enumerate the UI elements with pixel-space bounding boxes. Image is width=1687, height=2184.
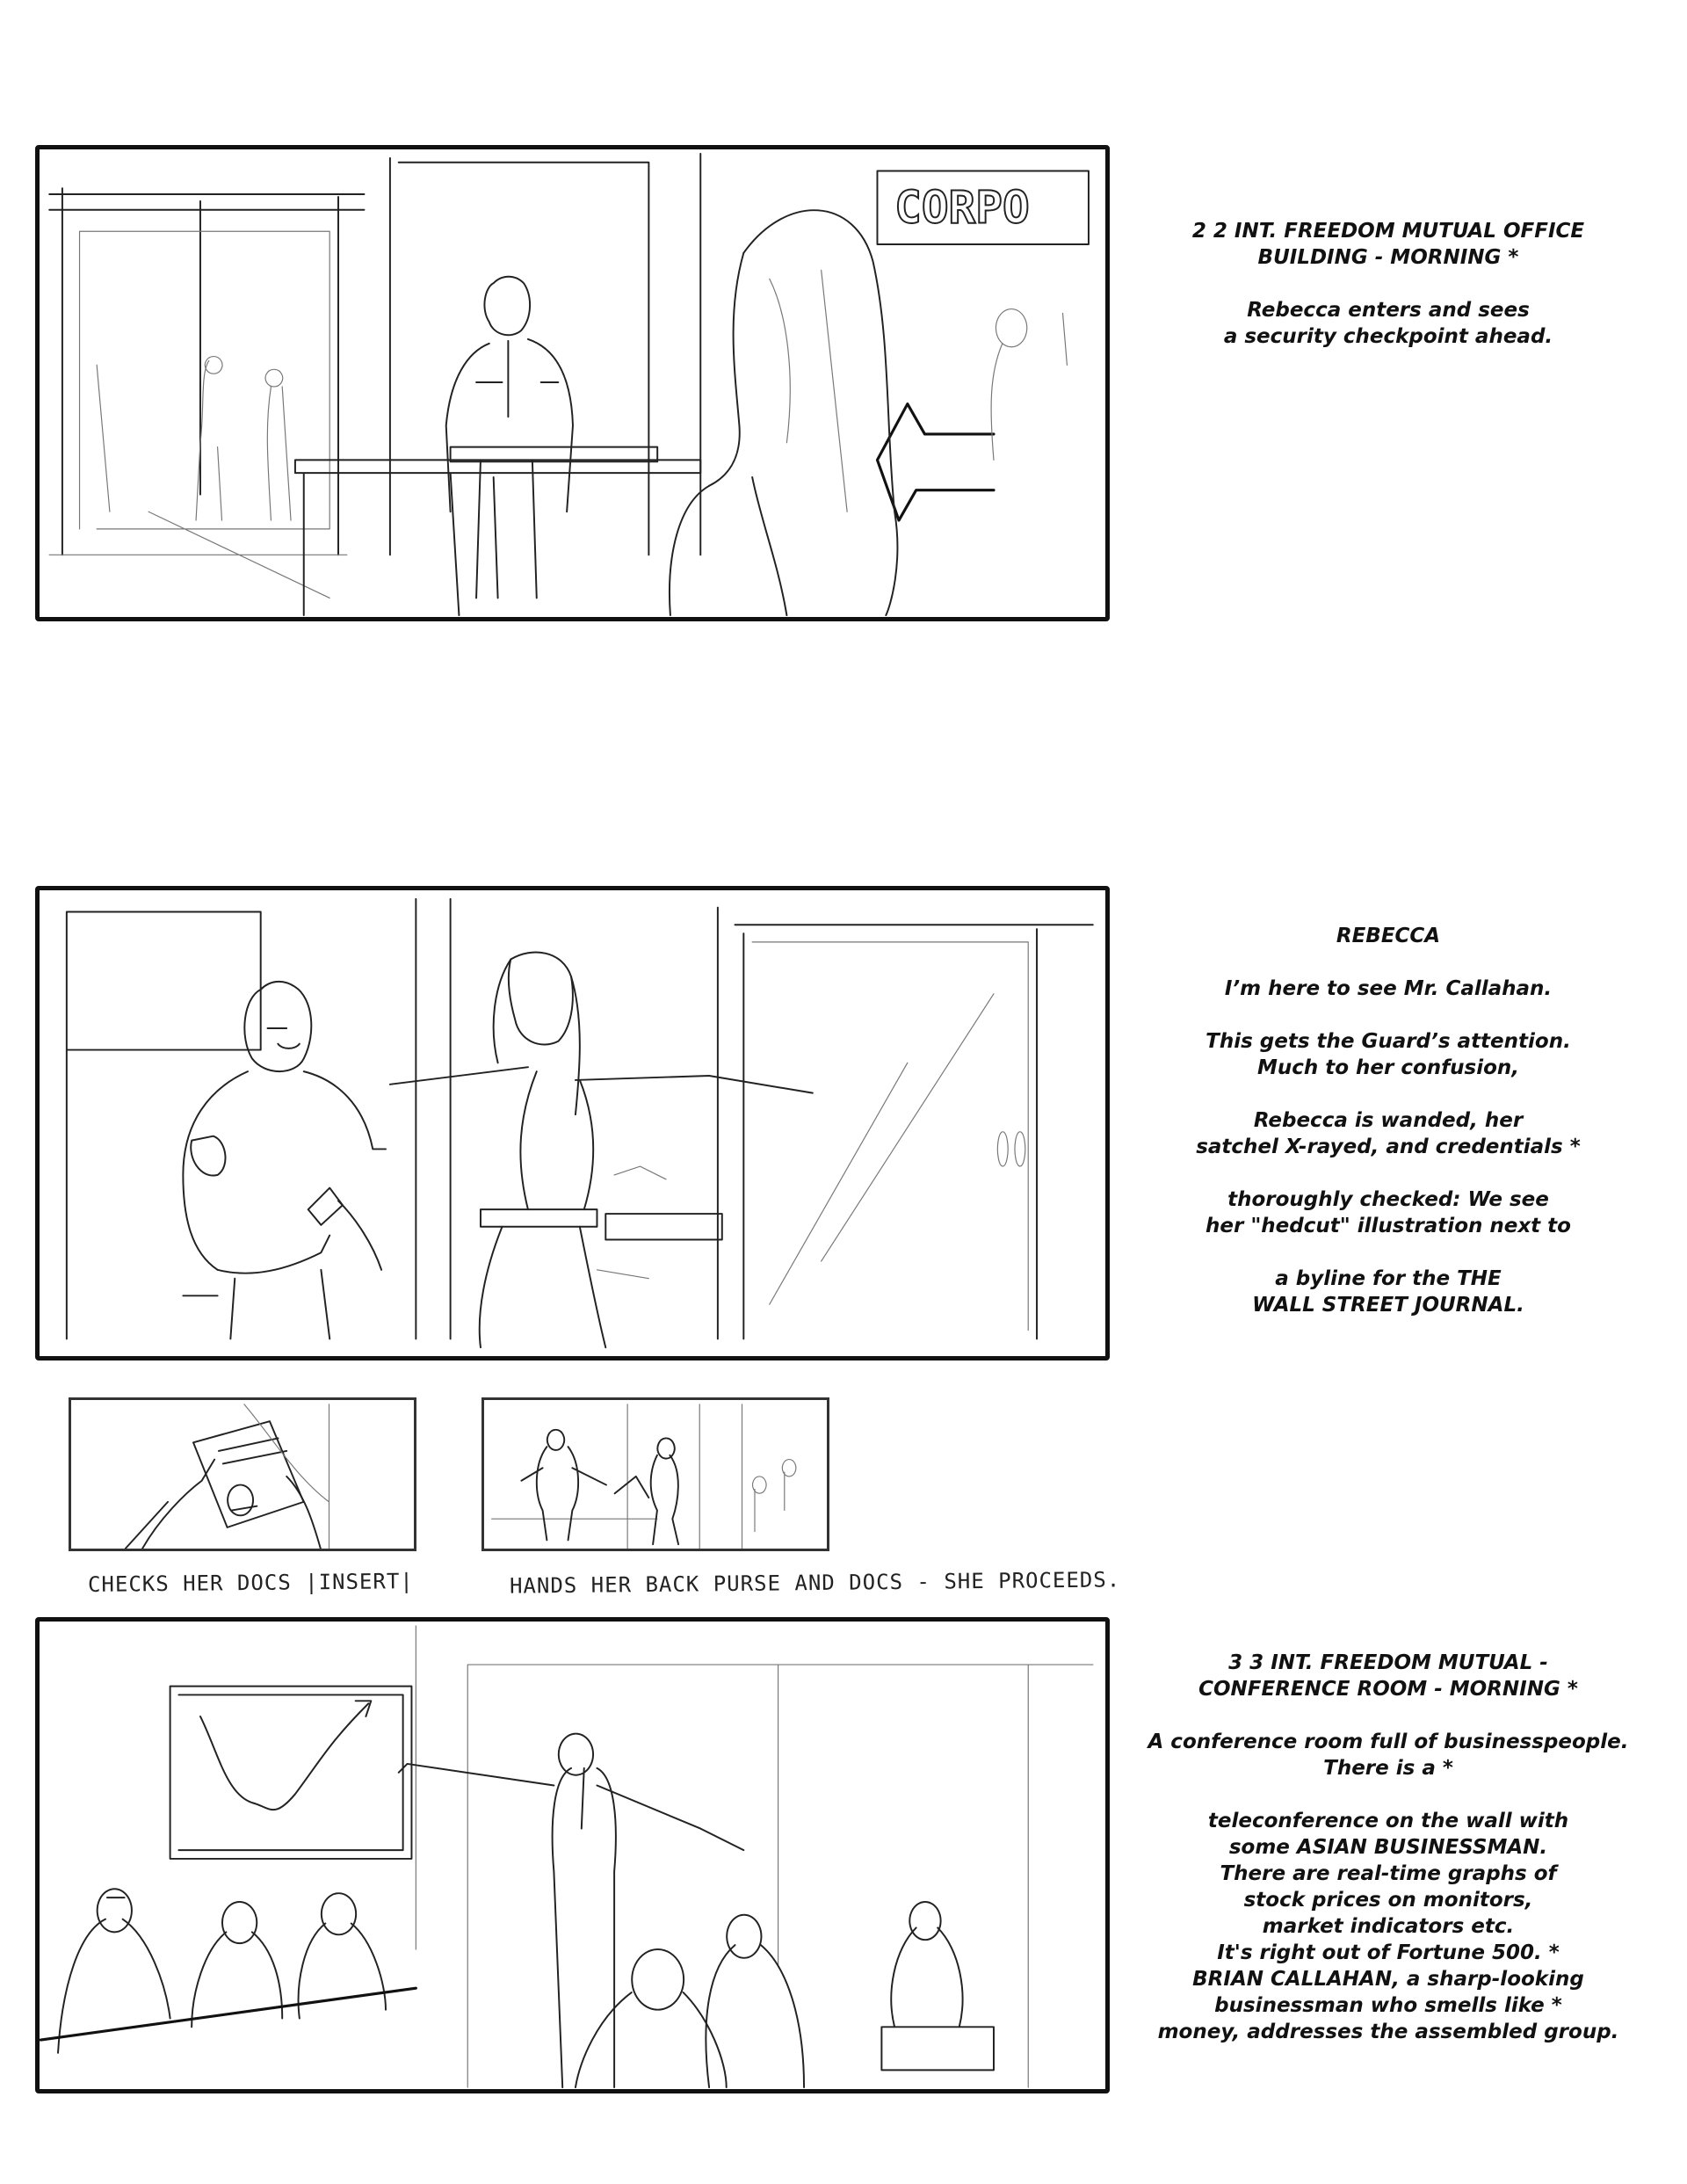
panel-scene2-wanding bbox=[35, 886, 1110, 1360]
notes-scene3-conference bbox=[1125, 1650, 1652, 2072]
scene-heading: 2 2 INT. FREEDOM MUTUAL OFFICE BUILDING - MORNING * bbox=[1191, 220, 1585, 269]
action-line: thoroughly checked: We see her "hedcut" illustration next to bbox=[1206, 1188, 1571, 1237]
sketch-conference-room bbox=[40, 1622, 1105, 2089]
character-name: REBECCA bbox=[1336, 925, 1441, 947]
action-line: Rebecca enters and sees a security checkpoint ahead. bbox=[1223, 299, 1553, 348]
panel-scene2-entrance bbox=[35, 145, 1110, 621]
sketch-security-checkpoint bbox=[40, 149, 1105, 617]
action-line: a byline for the THE WALL STREET JOURNAL. bbox=[1252, 1267, 1524, 1317]
caption-hands-back: HANDS HER BACK PURSE AND DOCS - SHE PROCEEDS. bbox=[509, 1567, 1121, 1599]
action-line: This gets the Guard’s attention. Much to her confusion, bbox=[1206, 1030, 1571, 1079]
thumbnail-hands-back bbox=[481, 1397, 829, 1551]
notes-scene2-wanding bbox=[1125, 923, 1652, 1345]
action-line: Rebecca is wanded, her satchel X-rayed, and credentials * bbox=[1196, 1109, 1581, 1158]
scene-heading: 3 3 INT. FREEDOM MUTUAL - CONFERENCE ROOM - MORNING * bbox=[1198, 1651, 1578, 1701]
dialogue-line: I’m here to see Mr. Callahan. bbox=[1224, 977, 1553, 1000]
action-line: teleconference on the wall with some ASIAN BUSINESSMAN. There are real-time graphs of stock prices on monitors, market indicators etc. It's right out of Fortune 500. * BRIAN CALLAHAN, a sharp-looking businessman who smells like * money, addresses the assembled group. bbox=[1157, 1810, 1619, 2043]
notes-scene2-entrance bbox=[1125, 218, 1652, 376]
sketch-returning-purse bbox=[484, 1400, 827, 1549]
panel-scene3-conference bbox=[35, 1617, 1110, 2093]
corporate-sign: CORPO bbox=[894, 182, 1030, 235]
action-line: A conference room full of businesspeople. There is a * bbox=[1148, 1731, 1629, 1780]
thumbnail-checks-docs bbox=[69, 1397, 416, 1551]
sketch-checking-documents bbox=[71, 1400, 414, 1549]
caption-checks-docs: CHECKS HER DOCS |INSERT| bbox=[87, 1569, 414, 1597]
sketch-guard-wanding-rebecca bbox=[40, 890, 1105, 1356]
